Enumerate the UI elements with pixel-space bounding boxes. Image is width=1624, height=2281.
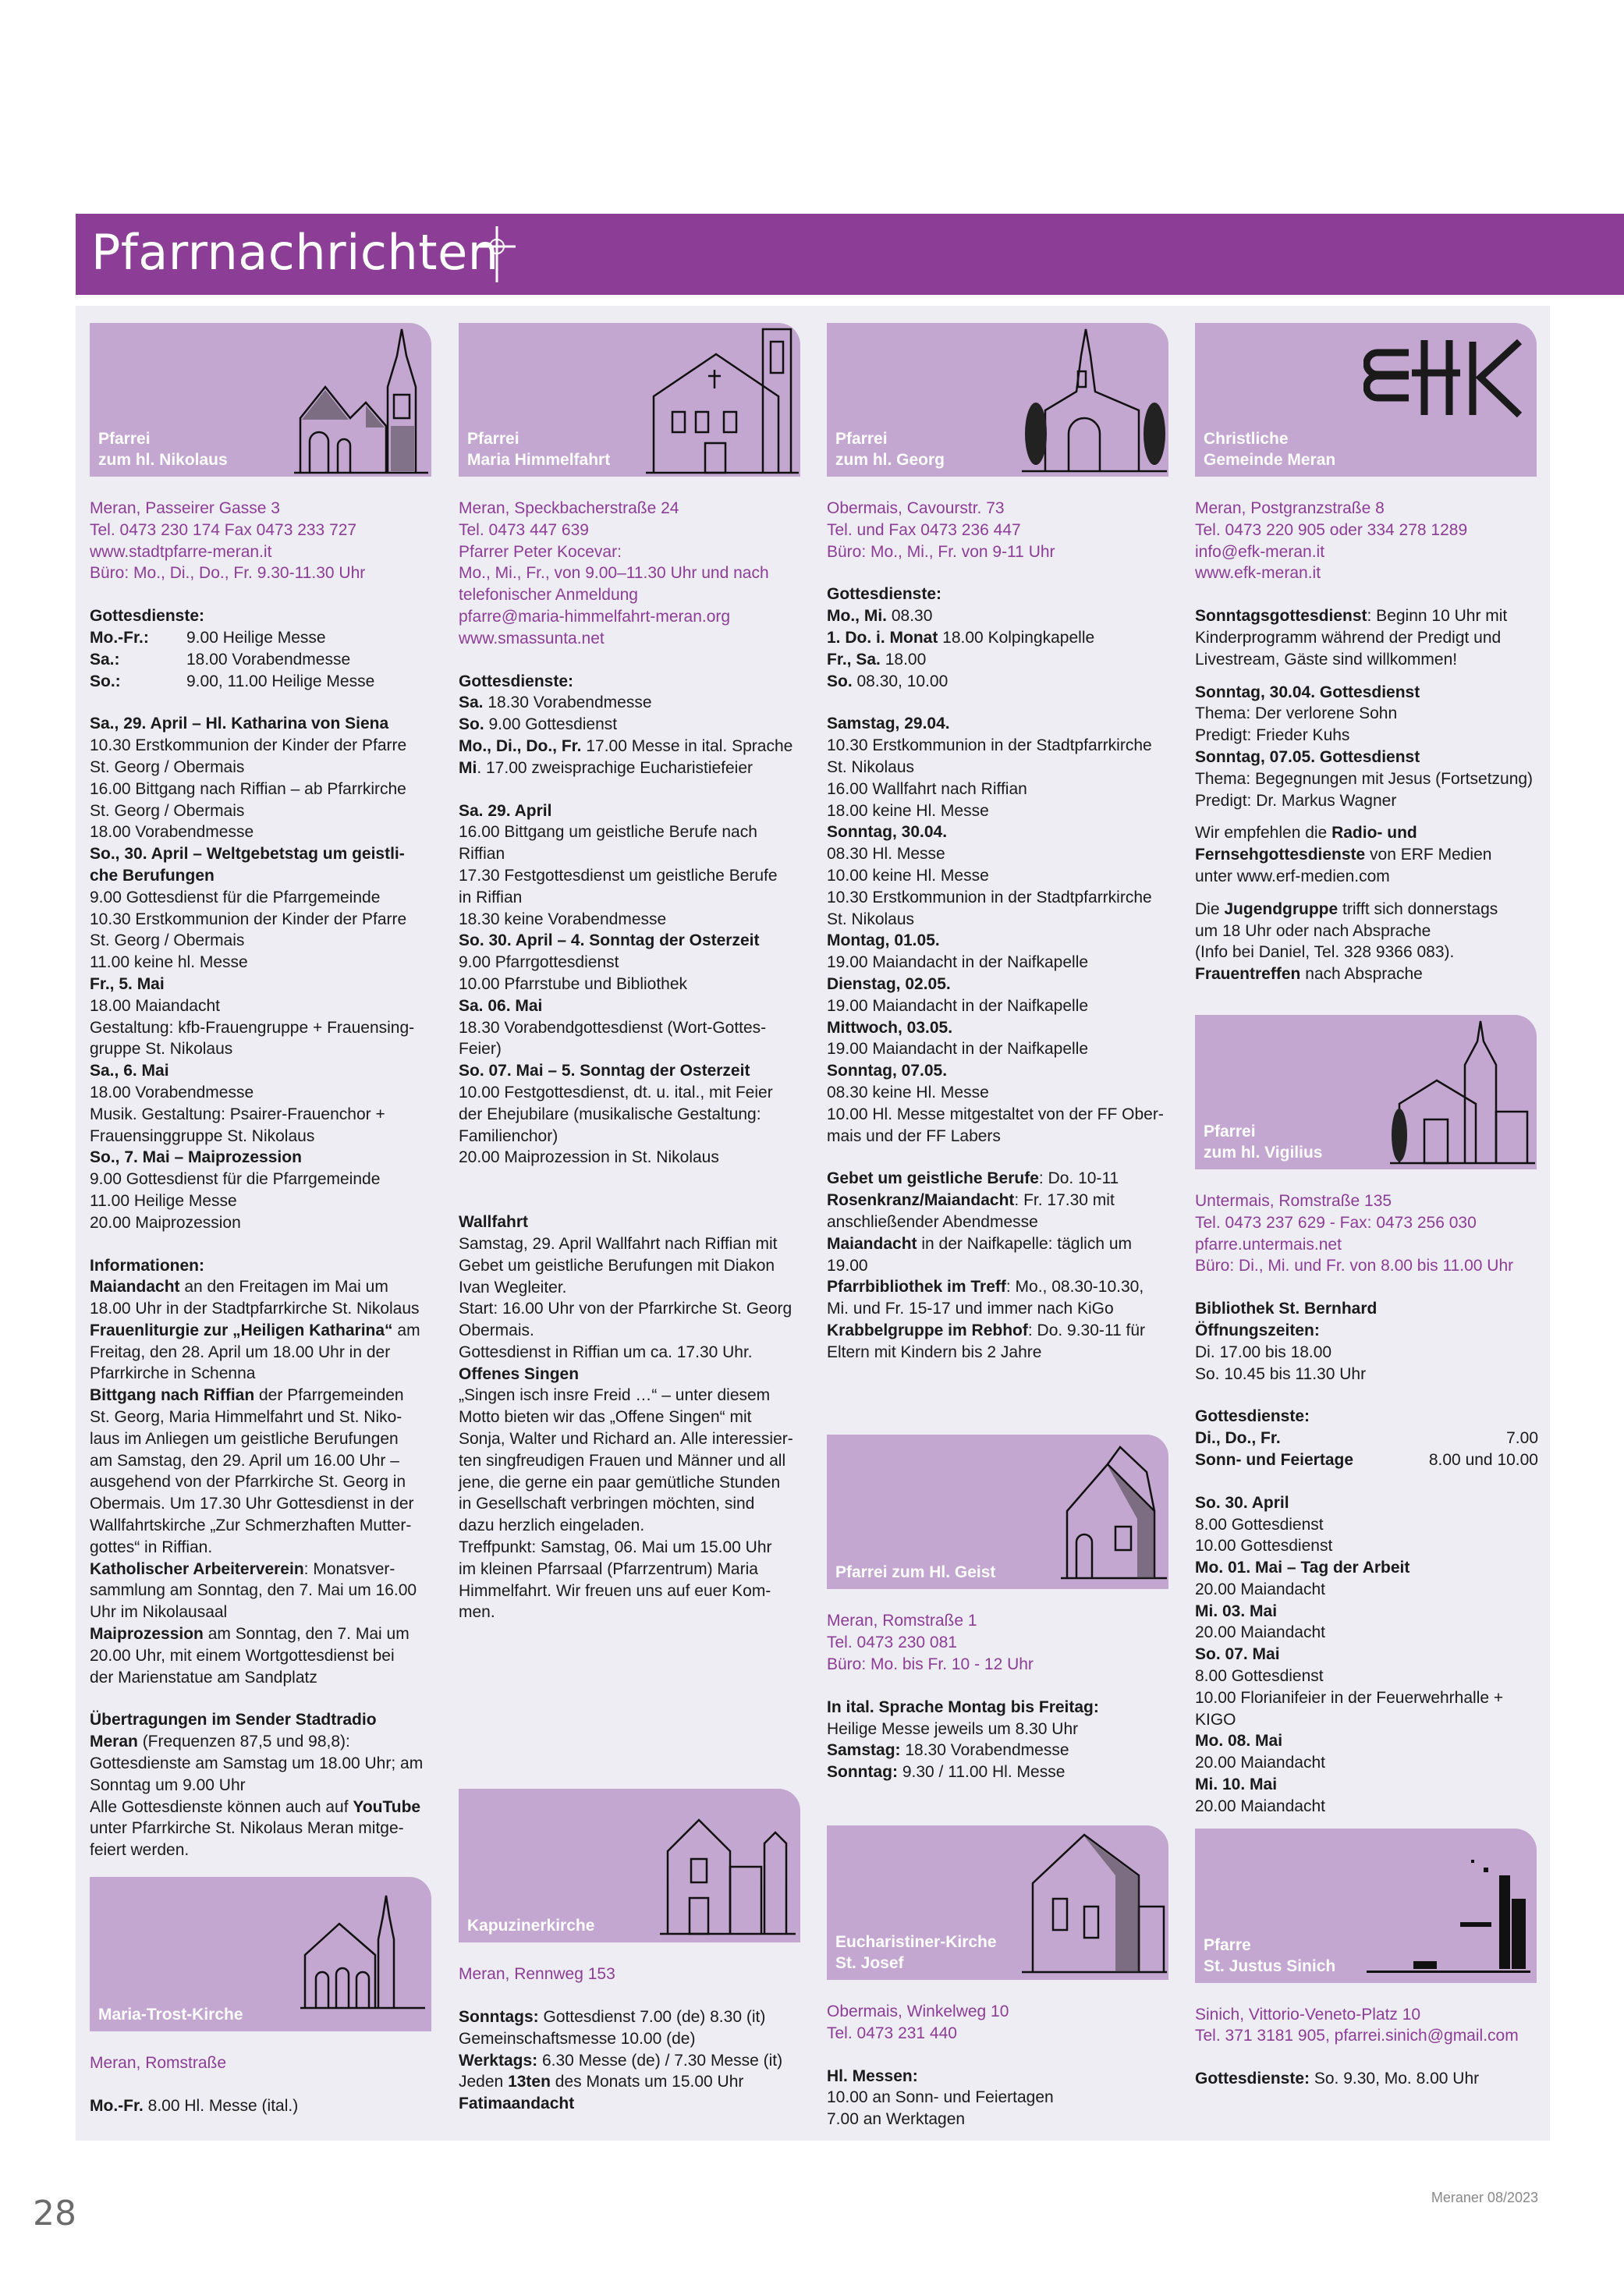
- event-item: 10.00 keine Hl. Messe: [827, 866, 989, 885]
- event-item: 10.30 Erstkommunion in der Stadtpfarrkirche St. Nikolaus: [827, 888, 1152, 928]
- phone: Tel. 0473 230 174 Fax 0473 233 727: [90, 520, 357, 539]
- label: Fatimaandacht: [459, 2095, 575, 2113]
- email-link[interactable]: info@efk-meran.it: [1195, 542, 1325, 561]
- contact-block: [1195, 2004, 1538, 2048]
- church-geist-icon: [1061, 1441, 1167, 1581]
- label: Rosenkranz/Maiandacht: [827, 1191, 1015, 1210]
- text: Wir empfehlen die: [1195, 824, 1332, 843]
- label: Frauentreffen: [1195, 965, 1301, 984]
- label: Fr., Sa.: [827, 650, 881, 669]
- text: Jeden: [459, 2073, 509, 2091]
- label: Mo., Di., Do., Fr.: [459, 736, 582, 755]
- event-item: 20.00 Maiprozession: [90, 1213, 241, 1232]
- church-header-geist: [827, 1435, 1168, 1589]
- address: Untermais, Romstraße 135: [1195, 1191, 1392, 1210]
- phone: Tel. und Fax 0473 236 447: [827, 520, 1021, 539]
- radio-block: [90, 1709, 433, 1861]
- event-item: 10.00 Pfarrstube und Bibliothek: [459, 974, 688, 993]
- service-row: [90, 671, 433, 693]
- event-date: Sonntag, 07.05.: [827, 1062, 948, 1080]
- info-block: [90, 1255, 433, 1689]
- info-item: [827, 627, 1170, 649]
- event-item: 08.30 keine Hl. Messe: [827, 1083, 989, 1101]
- info-item: [827, 605, 1170, 627]
- text: 18.30 Vorabendmesse: [483, 694, 652, 712]
- event-date: So. 07. Mai – 5. Sonntag der Osterzeit: [459, 1062, 750, 1080]
- text: 08.30: [887, 607, 933, 626]
- program-list: [827, 713, 1170, 1147]
- event-date: Fr., 5. Mai: [90, 974, 165, 993]
- service-row: [1195, 1428, 1538, 1449]
- event-date: Montag, 01.05.: [827, 931, 940, 950]
- italian-list: [827, 1719, 1170, 1783]
- label: 13ten: [508, 2073, 551, 2091]
- contact-block: [827, 1610, 1170, 1675]
- event-item: 16.00 Wallfahrt nach Riffian: [827, 779, 1027, 798]
- church-nikolaus-icon: [294, 325, 428, 474]
- library-heading: Bibliothek St. Bernhard Öffnungszeiten:: [1195, 1300, 1378, 1339]
- event-date: So., 7. Mai – Maiprozession: [90, 1148, 302, 1167]
- office-hours: Büro: Di., Mi. und Fr. von 8.00 bis 11.00 Uhr: [1195, 1257, 1514, 1275]
- parish-header-maria-trost: [90, 1877, 431, 2031]
- text: : Do. 9.30-11 für Eltern mit Kindern bis 2 Jahre: [827, 1321, 1146, 1361]
- address: Meran, Romstraße 1: [827, 1612, 977, 1630]
- text: in der Naifkapelle: täglich um 19.00: [827, 1234, 1133, 1275]
- community-header-efk: [1195, 323, 1537, 477]
- pilgrimage-text: Samstag, 29. April Wallfahrt nach Riffian mit Gebet um geistliche Berufungen mit Diakon Ivan Wegleiter. Start: 16.00 Uhr von der Pfarrkirche St. Georg Obermais. Gottesdienst in Riffian um ca. 17.30 Uhr.: [459, 1234, 792, 1361]
- parish-header-georg: [827, 323, 1168, 477]
- josef-heading: Hl. Messen:: [827, 2066, 918, 2085]
- contact-block: [1195, 498, 1538, 584]
- label: Bittgang nach Riffian: [90, 1386, 255, 1405]
- event-item: 9.00 Pfarrgottesdienst: [459, 953, 619, 972]
- services-heading: Gottesdienste:: [459, 672, 574, 690]
- text: : Beginn 10 Uhr mit Kinderprogramm während der Predigt und Livestream, Gäste sind willkommen!: [1195, 607, 1508, 669]
- singing-heading: Offenes Singen: [459, 1364, 580, 1383]
- contact-block: [459, 498, 802, 650]
- event-item: Thema: Der verlorene Sohn: [1195, 704, 1398, 723]
- info-item: [827, 649, 1170, 671]
- event-item: 20.00 Maiandacht: [1195, 1623, 1325, 1642]
- info-item: [90, 1559, 433, 1623]
- parish-name: Pfarrei zum hl. Georg: [835, 430, 945, 469]
- event-item: 9.00 Gottesdienst für die Pfarrgemeinde: [90, 888, 381, 906]
- phone: Tel. 0473 447 639: [459, 520, 589, 539]
- address: Obermais, Cavourstr. 73: [827, 499, 1005, 517]
- event-date: So. 07. Mai: [1195, 1645, 1280, 1664]
- label: Mi: [459, 758, 477, 777]
- info-item: [90, 1385, 433, 1558]
- church-header-kapuziner: [459, 1789, 800, 1942]
- info-item: [827, 1276, 1170, 1320]
- label: So.: [827, 672, 853, 690]
- contact-block: [827, 2001, 1170, 2045]
- services-block: [459, 671, 802, 779]
- service-row: [1195, 1449, 1538, 1471]
- event-date: Mi. 10. Mai: [1195, 1775, 1278, 1794]
- office-hours: Büro: Mo. bis Fr. 10 - 12 Uhr: [827, 1655, 1034, 1674]
- efk-recommend: [1195, 822, 1538, 887]
- mass-day: Mo.-Fr.: [90, 2096, 144, 2115]
- event-date: So. 30. April – 4. Sonntag der Osterzeit: [459, 931, 760, 950]
- text: nach Absprache: [1300, 965, 1423, 984]
- contact-block: [1195, 1190, 1538, 1277]
- event-item: 18.30 keine Vorabendmesse: [459, 910, 667, 928]
- library-hours: So. 10.45 bis 11.30 Uhr: [1195, 1364, 1367, 1383]
- church-kapuziner-icon: [660, 1804, 796, 1937]
- event-item: 16.00 Bittgang nach Riffian – ab Pfarrkirche St. Georg / Obermais: [90, 779, 406, 820]
- label: Frauenliturgie zur „Heiligen Katharina“: [90, 1321, 393, 1339]
- label: Samstag:: [827, 1741, 901, 1760]
- text: . 17.00 zweisprachige Eucharistiefeier: [477, 758, 753, 777]
- phone-email: Tel. 371 3181 905, pfarrei.sinich@gmail.com: [1195, 2027, 1519, 2045]
- mass-line: [90, 2095, 433, 2117]
- parish-name: Pfarrei zum hl. Vigilius: [1204, 1122, 1323, 1162]
- address: Obermais, Winkelweg 10: [827, 2003, 1009, 2021]
- address: Meran, Rennweg 153: [459, 1965, 615, 1984]
- event-item: Predigt: Dr. Markus Wagner: [1195, 791, 1397, 810]
- text: der Pfarrgemeinden St. Georg, Maria Himmelfahrt und St. Niko- laus im Anliegen um geistliche Berufungen am Samstag, den 29. April um 16.00 Uhr – ausgehend von der Pfarrkirche St. Georg in Obermais. Um 17.30 Uhr Gottesdienst in der Wallfahrtskirche „Zur Schmerzhaften Mutter- gottes“ in Riffian.: [90, 1386, 414, 1556]
- office-hours: telefonischer Anmeldung: [459, 586, 638, 605]
- parish-name: Pfarrei zum hl. Nikolaus: [98, 430, 228, 469]
- page-number: 28: [33, 2194, 76, 2233]
- mass-time: 10.00 an Sonn- und Feiertagen: [827, 2088, 1054, 2107]
- pastor: Pfarrer Peter Kocevar:: [459, 542, 622, 561]
- event-item: 20.00 Maiandacht: [1195, 1754, 1325, 1772]
- radio-heading: Übertragungen im Sender Stadtradio Meran: [90, 1711, 377, 1751]
- service-day: Sonn- und Feiertage: [1195, 1450, 1354, 1469]
- event-item: 11.00 Heilige Messe: [90, 1191, 237, 1210]
- radio-text-end: unter Pfarrkirche St. Nikolaus Meran mitge- feiert werden.: [90, 1819, 404, 1860]
- event-item: 17.30 Festgottesdienst um geistliche Berufe in Riffian: [459, 866, 778, 906]
- pilgrimage-block: [459, 1211, 802, 1623]
- services-heading: Gottesdienste:: [90, 607, 205, 626]
- event-item: 11.00 keine hl. Messe: [90, 953, 248, 972]
- website-link[interactable]: pfarre.untermais.net: [1195, 1235, 1342, 1254]
- text: : Do. 10-11: [1038, 1169, 1119, 1188]
- info-item: [90, 1320, 433, 1385]
- info-item: [827, 1740, 1170, 1761]
- services-list: [827, 605, 1170, 692]
- info-item: [827, 1168, 1170, 1190]
- radio-text: (Frequenzen 87,5 und 98,8): Gottesdienste am Samstag um 18.00 Uhr; am Sonntag um 9.00 Uhr Alle Gottesdienste können auch auf: [90, 1733, 424, 1816]
- services-list: [459, 692, 802, 779]
- church-himmelfahrt-icon: [646, 326, 799, 474]
- text: 17.00 Messe in ital. Sprache: [581, 736, 793, 755]
- text: 9.30 / 11.00 Hl. Messe: [897, 1763, 1066, 1782]
- service-day: So.:: [90, 672, 121, 690]
- text: am Sonntag, den 7. Mai um 20.00 Uhr, mit einem Wortgottesdienst bei der Marienstatue am Sandplatz: [90, 1625, 410, 1687]
- office-hours: Mo., Mi., Fr., von 9.00–11.30 Uhr und nach: [459, 564, 769, 583]
- services-block: [1195, 1406, 1538, 1470]
- label: Sonntagsgottesdienst: [1195, 607, 1367, 626]
- text: 08.30, 10.00: [852, 672, 949, 690]
- church-josef-icon: [1022, 1829, 1167, 1975]
- efk-women: [1195, 963, 1538, 985]
- service-time: 18.00 Vorabendmesse: [186, 650, 351, 669]
- efk-sunday: [1195, 605, 1538, 670]
- contact-block: [827, 498, 1170, 562]
- event-date: Sa. 06. Mai: [459, 996, 543, 1015]
- email-link[interactable]: pfarre@maria-himmelfahrt-meran.org: [459, 607, 731, 626]
- parish-header-vigilius: [1195, 1015, 1537, 1169]
- event-date: Mi. 03. Mai: [1195, 1602, 1278, 1620]
- services-heading: Gottesdienste:: [1195, 1407, 1310, 1426]
- josef-masses: [827, 2066, 1170, 2130]
- contact-block: [90, 2052, 433, 2074]
- event-item: 9.00 Gottesdienst für die Pfarrgemeinde: [90, 1170, 381, 1189]
- church-name: Kapuzinerkirche: [467, 1917, 595, 1935]
- label: Sa.: [459, 694, 484, 712]
- info-item: [827, 1761, 1170, 1783]
- church-georg-icon: [1022, 325, 1167, 473]
- label: So.: [459, 715, 484, 734]
- address: Meran, Postgranzstraße 8: [1195, 499, 1385, 517]
- event-date: Sonntag, 30.04.: [827, 823, 948, 842]
- extra-info: [827, 1168, 1170, 1363]
- library-hours: Di. 17.00 bis 18.00: [1195, 1343, 1332, 1361]
- website-link[interactable]: www.stadtpfarre-meran.it: [90, 542, 272, 561]
- event-date: Samstag, 29.04.: [827, 715, 950, 733]
- contact-block: [90, 498, 433, 584]
- kapuziner-services: [459, 2006, 802, 2115]
- label: Maiandacht: [90, 1278, 180, 1297]
- event-item: 18.00 keine Hl. Messe: [827, 801, 989, 820]
- section-title: Pfarrnachrichten: [91, 224, 499, 281]
- column-nikolaus: [90, 323, 433, 2117]
- column-himmelfahrt: [459, 323, 802, 2115]
- event-date: Mo. 08. Mai: [1195, 1732, 1283, 1751]
- address: Meran, Passeirer Gasse 3: [90, 499, 280, 517]
- info-item: [827, 1719, 1170, 1740]
- sinich-services: [1195, 2068, 1538, 2090]
- program-list: [1195, 1492, 1538, 1818]
- event-item: 16.00 Bittgang um geistliche Berufe nach Riffian: [459, 823, 757, 864]
- info-item: [827, 1190, 1170, 1233]
- text: an den Freitagen im Mai um 18.00 Uhr in der Stadtpfarrkirche St. Nikolaus: [90, 1278, 420, 1318]
- church-maria-trost-icon: [300, 1893, 425, 2010]
- label: Pfarrbibliothek im Treff: [827, 1278, 1006, 1297]
- event-item: 10.00 Festgottesdienst, dt. u. ital., mit Feier der Ehejubilare (musikalische Gestaltung: Familienchor): [459, 1083, 773, 1145]
- event-date: Sonntag, 07.05. Gottesdienst: [1195, 747, 1420, 766]
- info-heading: Informationen:: [90, 1256, 204, 1275]
- label: Gottesdienste:: [1195, 2070, 1310, 2088]
- event-item: Musik. Gestaltung: Psairer-Frauenchor + Frauensinggruppe St. Nikolaus: [90, 1105, 385, 1145]
- event-item: 18.00 Vorabendmesse: [90, 1083, 254, 1101]
- service-time: 7.00: [1506, 1429, 1538, 1448]
- parish-name: Pfarre St. Justus Sinich: [1204, 1935, 1336, 1975]
- event-date: Sa. 29. April: [459, 801, 552, 820]
- library-block: [1195, 1298, 1538, 1385]
- info-item: [827, 1320, 1170, 1364]
- efk-youth: [1195, 899, 1538, 963]
- text: Gottesdienst 7.00 (de) 8.30 (it) Gemeinschaftsmesse 10.00 (de): [459, 2008, 766, 2048]
- info-item: [459, 736, 802, 757]
- info-item: [827, 1233, 1170, 1277]
- service-day: Di., Do., Fr.: [1195, 1429, 1281, 1448]
- address: Sinich, Vittorio-Veneto-Platz 10: [1195, 2005, 1421, 2024]
- text: : Mo., 08.30-10.30, Mi. und Fr. 15-17 und immer nach KiGo: [827, 1278, 1144, 1318]
- event-item: 19.00 Maiandacht in der Naifkapelle: [827, 996, 1089, 1015]
- info-item: [90, 1623, 433, 1688]
- event-date: Mittwoch, 03.05.: [827, 1018, 953, 1037]
- text: von ERF Medien unter www.erf-medien.com: [1195, 846, 1492, 885]
- text: So. 9.30, Mo. 8.00 Uhr: [1310, 2070, 1480, 2088]
- services-heading: Gottesdienste:: [827, 585, 942, 604]
- service-row: [90, 649, 433, 671]
- issue-label: Meraner 08/2023: [1431, 2190, 1538, 2205]
- website-link[interactable]: www.efk-meran.it: [1195, 564, 1321, 583]
- event-date: Dienstag, 02.05.: [827, 974, 951, 993]
- services-block: [90, 605, 433, 692]
- text: : Fr. 17.30 mit anschließender Abendmesse: [827, 1191, 1115, 1231]
- label: Werktags:: [459, 2051, 538, 2070]
- event-item: 20.00 Maiandacht: [1195, 1797, 1325, 1815]
- text: 18.30 Vorabendmesse: [900, 1741, 1069, 1760]
- efk-program: [1195, 682, 1538, 812]
- event-item: Predigt: Frieder Kuhs: [1195, 726, 1350, 745]
- website-link[interactable]: www.smassunta.net: [459, 629, 605, 647]
- label: Jugendgruppe: [1224, 899, 1339, 918]
- event-item: 10.30 Erstkommunion der Kinder der Pfarre St. Georg / Obermais: [90, 736, 407, 776]
- event-date: So. 30. April: [1195, 1493, 1289, 1512]
- service-day: Sa.:: [90, 650, 120, 669]
- italian-masses: [827, 1697, 1170, 1783]
- label: Sonntags:: [459, 2008, 539, 2027]
- services-block: [827, 584, 1170, 692]
- church-vigilius-icon: [1390, 1018, 1535, 1166]
- info-item: [459, 692, 802, 714]
- label: Radio- und Fernsehgottesdienste: [1195, 824, 1417, 864]
- singing-text: „Singen isch insre Freid …“ – unter diesem Motto bieten wir das „Offene Singen“ mit Sonja, Walter und Richard an. Alle interessier- ten singfreudigen Frauen und Männer und all jene, die gerne ein paar gemütliche Stunden in Gesellschaft verbringen möchten, sind dazu herzlich eingeladen. Treffpunkt: Samstag, 06. Mai um 15.00 Uhr im kleinen Pfarrsaal (Pfarrzentrum) Maria Himmelfahrt. Wir freuen uns auf euer Kom- men.: [459, 1386, 793, 1622]
- parish-header-nikolaus: [90, 323, 431, 477]
- event-item: 20.00 Maiprozession in St. Nikolaus: [459, 1148, 719, 1167]
- service-row: [90, 627, 433, 649]
- event-item: 18.00 Maiandacht: [90, 996, 220, 1015]
- church-name: Pfarrei zum Hl. Geist: [835, 1563, 996, 1582]
- community-name: Christliche Gemeinde Meran: [1204, 430, 1336, 469]
- event-item: 10.30 Erstkommunion der Kinder der Pfarre St. Georg / Obermais: [90, 910, 407, 950]
- text: 18.00 Kolpingkapelle: [938, 628, 1095, 647]
- address: Meran, Romstraße: [90, 2054, 227, 2073]
- text: am Freitag, den 28. April um 18.00 Uhr in der Pfarrkirche in Schenna: [90, 1321, 420, 1383]
- mass-time: 8.00 Hl. Messe (ital.): [143, 2096, 299, 2115]
- info-item: [827, 671, 1170, 693]
- cross-icon: [473, 222, 520, 287]
- section-banner: [76, 214, 1624, 295]
- column-georg: [827, 323, 1170, 2130]
- label: 1. Do. i. Monat: [827, 628, 938, 647]
- church-name: Maria-Trost-Kirche: [98, 2006, 243, 2024]
- event-item: Thema: Begegnungen mit Jesus (Fortsetzung): [1195, 769, 1534, 788]
- event-item: Gestaltung: kfb-Frauengruppe + Frauensing- gruppe St. Nikolaus: [90, 1018, 415, 1059]
- text: 9.00 Gottesdienst: [484, 715, 618, 734]
- church-sinich-icon: [1367, 1844, 1530, 1977]
- church-header-josef: [827, 1825, 1168, 1980]
- service-time: 9.00 Heilige Messe: [186, 628, 326, 647]
- program-list: [90, 713, 433, 1233]
- phone: Tel. 0473 231 440: [827, 2024, 957, 2042]
- event-date: Sa., 6. Mai: [90, 1062, 169, 1080]
- service-time: 8.00 und 10.00: [1428, 1450, 1538, 1469]
- program-list: [459, 800, 802, 1169]
- info-item: [90, 1276, 433, 1320]
- text: 18.00: [880, 650, 927, 669]
- label: Sonntag:: [827, 1763, 898, 1782]
- office-hours: Büro: Mo., Di., Do., Fr. 9.30-11.30 Uhr: [90, 564, 366, 583]
- text: : Monatsver- sammlung am Sonntag, den 7. Mai um 16.00 Uhr im Nikolausaal: [90, 1559, 417, 1622]
- event-item: 08.30 Hl. Messe: [827, 845, 945, 864]
- event-item: 10.30 Erstkommunion in der Stadtpfarrkirche St. Nikolaus: [827, 736, 1152, 776]
- text: 6.30 Messe (de) / 7.30 Messe (it): [537, 2051, 783, 2070]
- info-item: [459, 757, 802, 779]
- text: des Monats um 15.00 Uhr: [550, 2073, 744, 2091]
- phone: Tel. 0473 230 081: [827, 1634, 957, 1652]
- youtube-label: YouTube: [353, 1797, 421, 1816]
- pilgrimage-heading: Wallfahrt: [459, 1213, 529, 1232]
- event-item: 10.00 Gottesdienst: [1195, 1537, 1333, 1556]
- event-date: Sa., 29. April – Hl. Katharina von Siena: [90, 715, 389, 733]
- label: Mo., Mi.: [827, 607, 887, 626]
- italian-heading: In ital. Sprache Montag bis Freitag:: [827, 1697, 1099, 1716]
- event-item: 20.00 Maiandacht: [1195, 1580, 1325, 1598]
- efk-logo: [1363, 337, 1527, 423]
- office-hours: Büro: Mo., Mi., Fr. von 9-11 Uhr: [827, 542, 1055, 561]
- phone: Tel. 0473 220 905 oder 334 278 1289: [1195, 520, 1468, 539]
- event-item: 19.00 Maiandacht in der Naifkapelle: [827, 953, 1089, 972]
- column-efk: [1195, 323, 1538, 2090]
- label: Maiprozession: [90, 1625, 204, 1644]
- phone: Tel. 0473 237 629 - Fax: 0473 256 030: [1195, 1213, 1477, 1232]
- event-item: 18.30 Vorabendgottesdienst (Wort-Gottes- Feier): [459, 1018, 767, 1059]
- event-item: 10.00 Florianifeier in der Feuerwehrhalle + KIGO: [1195, 1688, 1504, 1729]
- service-time: 9.00, 11.00 Heilige Messe: [186, 672, 375, 690]
- event-date: Sonntag, 30.04. Gottesdienst: [1195, 683, 1420, 701]
- event-date: So., 30. April – Weltgebetstag um geistli- che Berufungen: [90, 845, 405, 885]
- event-item: 18.00 Vorabendmesse: [90, 823, 254, 842]
- text: trifft sich donnerstags um 18 Uhr oder nach Absprache (Info bei Daniel, Tel. 328 9366 083).: [1195, 899, 1498, 962]
- address: Meran, Speckbacherstraße 24: [459, 499, 679, 517]
- parish-header-sinich: [1195, 1829, 1537, 1983]
- label: Krabbelgruppe im Rebhof: [827, 1321, 1028, 1339]
- event-item: 8.00 Gottesdienst: [1195, 1515, 1324, 1534]
- event-item: 8.00 Gottesdienst: [1195, 1667, 1324, 1686]
- event-date: Mo. 01. Mai – Tag der Arbeit: [1195, 1559, 1410, 1577]
- label: Maiandacht: [827, 1234, 917, 1253]
- event-item: 10.00 Hl. Messe mitgestaltet von der FF Ober- mais und der FF Labers: [827, 1105, 1164, 1145]
- mass-time: 7.00 an Werktagen: [827, 2110, 966, 2129]
- text: Heilige Messe jeweils um 8.30 Uhr: [827, 1719, 1079, 1738]
- event-item: 19.00 Maiandacht in der Naifkapelle: [827, 1040, 1089, 1059]
- parish-header-himmelfahrt: [459, 323, 800, 477]
- church-name: Eucharistiner-Kirche St. Josef: [835, 1933, 997, 1973]
- label: Katholischer Arbeiterverein: [90, 1559, 304, 1578]
- text: Die: [1195, 899, 1225, 918]
- contact-block: [459, 1964, 802, 1985]
- info-list: [90, 1276, 433, 1688]
- info-item: [459, 714, 802, 736]
- service-day: Mo.-Fr.:: [90, 628, 149, 647]
- label: Gebet um geistliche Berufe: [827, 1169, 1039, 1188]
- parish-name: Pfarrei Maria Himmelfahrt: [467, 430, 611, 469]
